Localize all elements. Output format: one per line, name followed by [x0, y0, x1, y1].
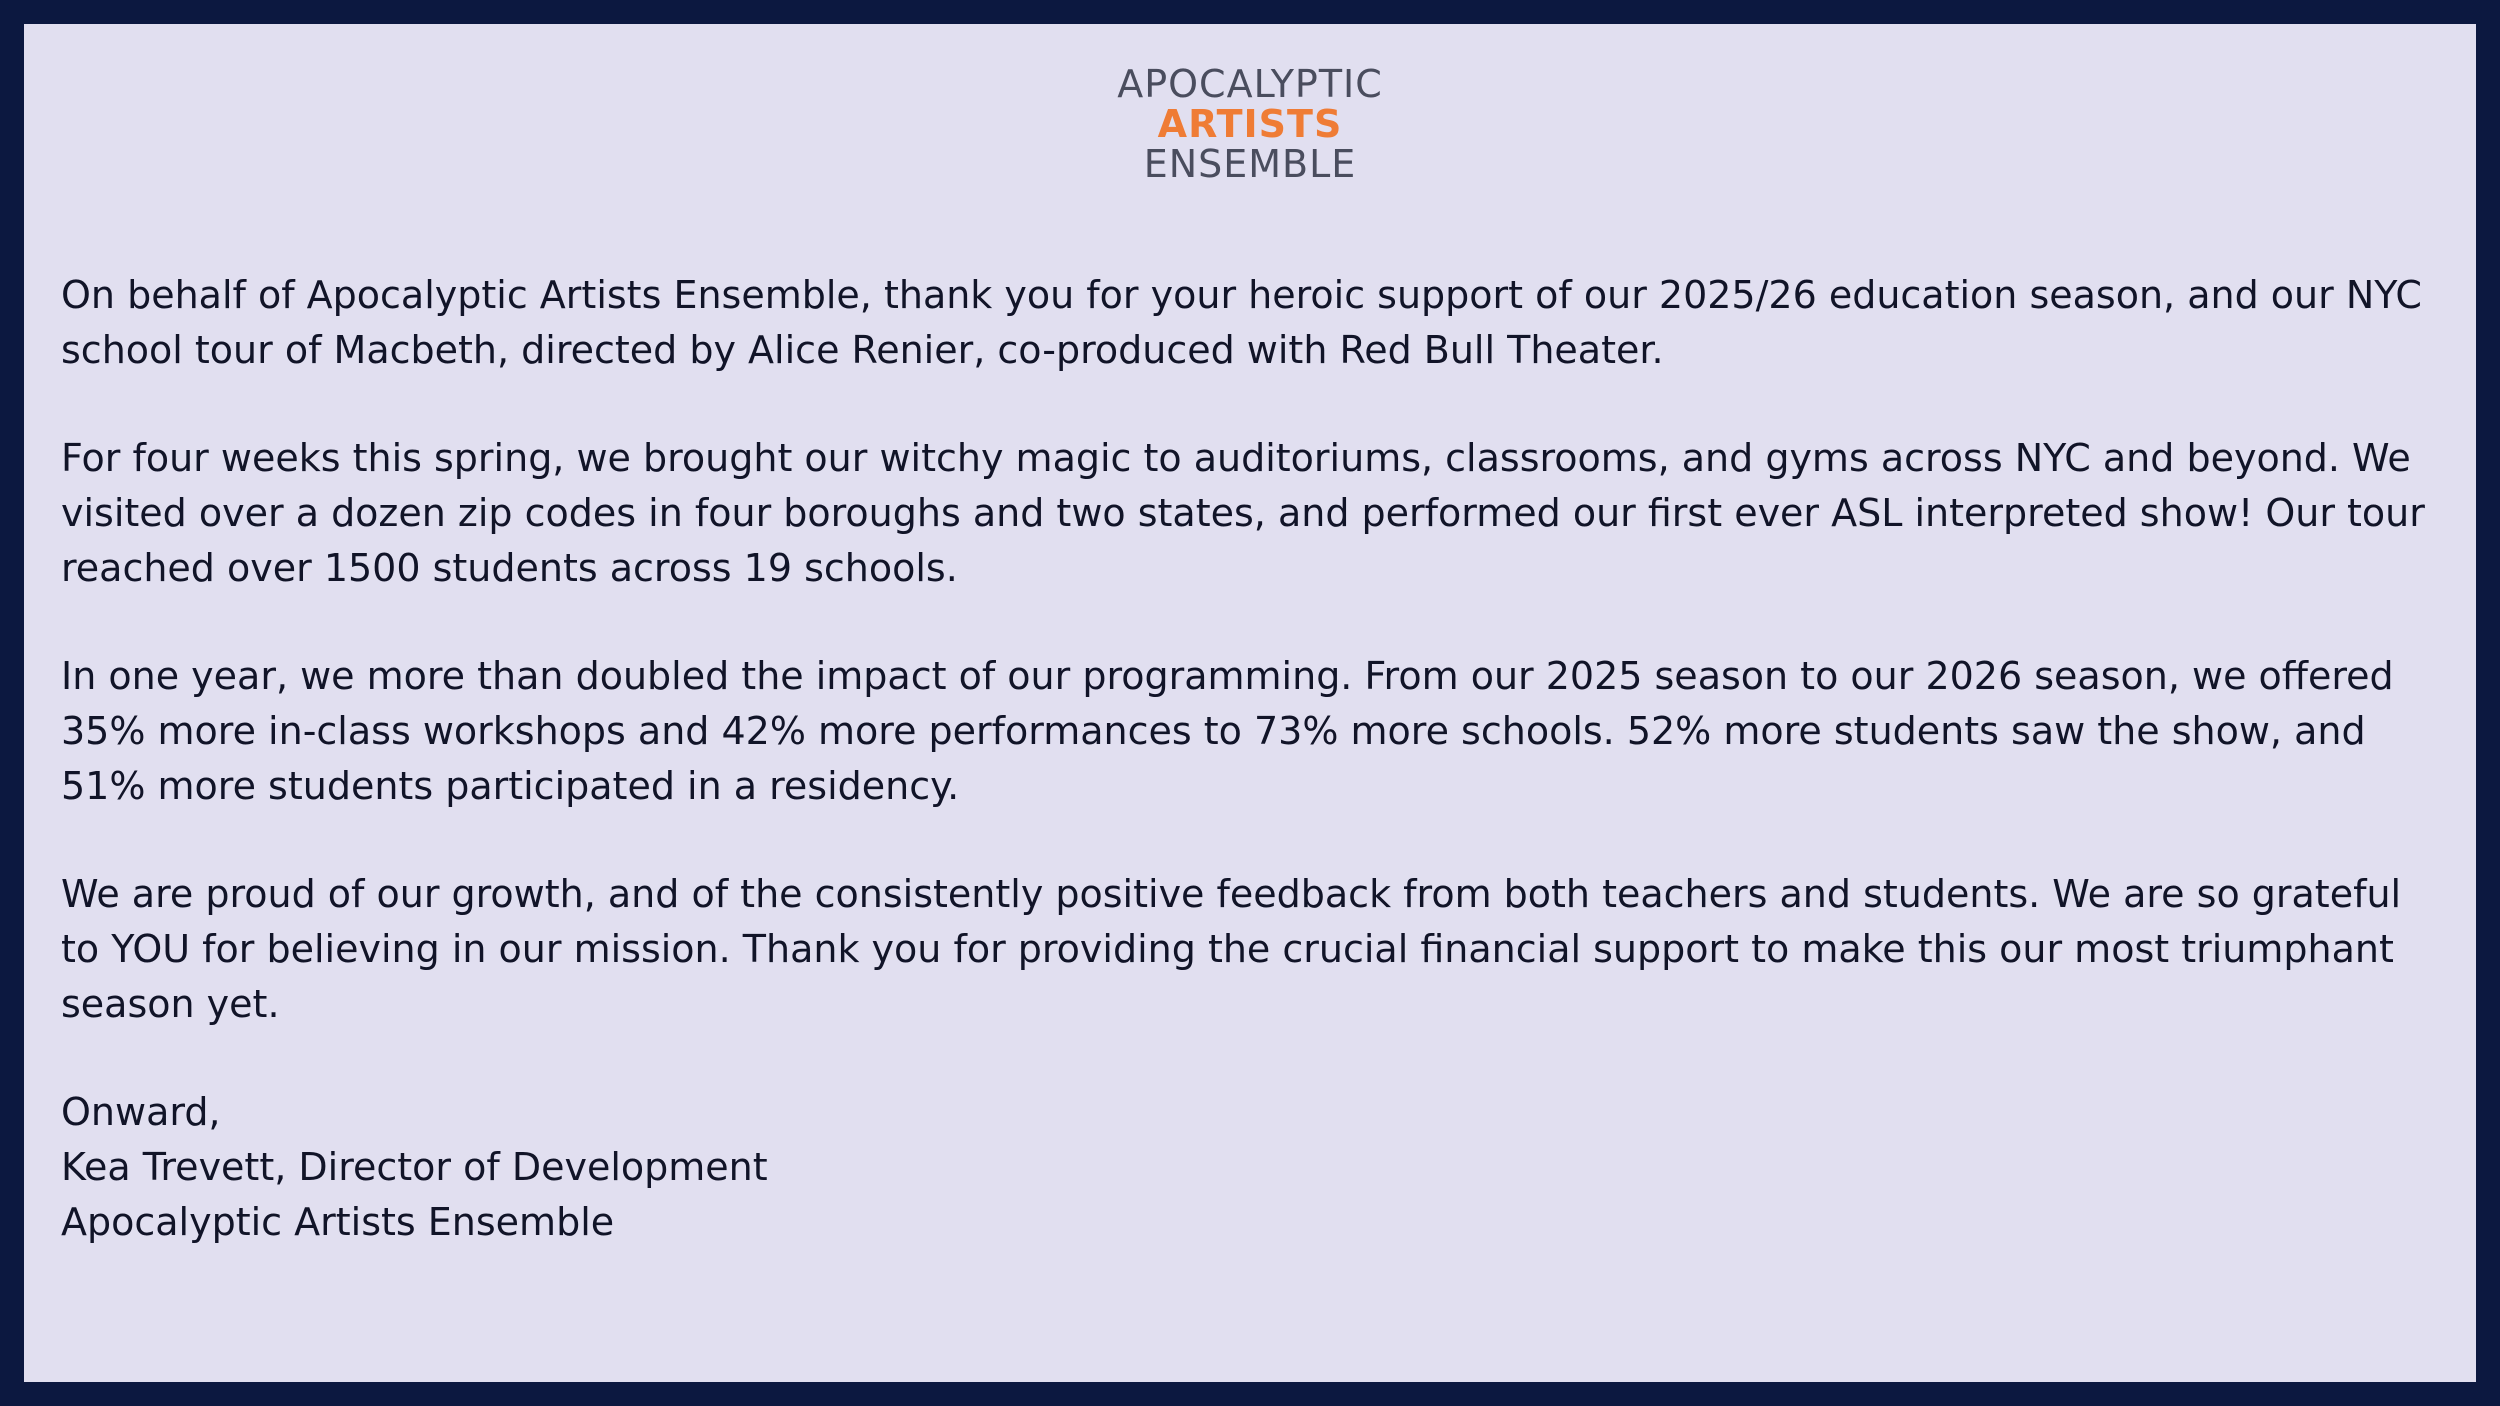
logo-line-artists: ARTISTS	[1157, 102, 1343, 146]
letter-body	[61, 268, 2451, 1250]
logo-line-apocalyptic: APOCALYPTIC	[1117, 62, 1383, 106]
signature-organization: Apocalyptic Artists Ensemble	[61, 1200, 615, 1244]
letter-paragraph-1: On behalf of Apocalyptic Artists Ensemble, thank you for your heroic support of our 2025/26 education season, and our NYC school tour of Macbeth, directed by Alice Renier, co-produced with Red Bull Theater.	[61, 273, 2422, 372]
letter-paragraph-2: For four weeks this spring, we brought our witchy magic to auditoriums, classrooms, and gyms across NYC and beyond. We visited over a dozen zip codes in four boroughs and two states, and performed our first ever ASL interpreted show! Our tour reached over 1500 students across 19 schools.	[61, 436, 2425, 590]
letter-signoff	[61, 1085, 2451, 1250]
signature-name: Kea Trevett, Director of Development	[61, 1145, 768, 1189]
letter-closing: Onward,	[61, 1090, 221, 1134]
logo-line-ensemble: ENSEMBLE	[1143, 142, 1357, 186]
letter-paragraph-3: In one year, we more than doubled the impact of our programming. From our 2025 season to our 2026 season, we offered 35% more in-class workshops and 42% more performances to 73% more schools. 52% more students saw the show, and 51% more students participated in a residency.	[61, 654, 2394, 808]
letter-card	[24, 24, 2476, 1382]
ensemble-logo	[24, 64, 2476, 184]
letter-paragraph-4: We are proud of our growth, and of the consistently positive feedback from both teachers and students. We are so grateful to YOU for believing in our mission. Thank you for providing the crucial financial support to make this our most triumphant season yet.	[61, 872, 2402, 1026]
